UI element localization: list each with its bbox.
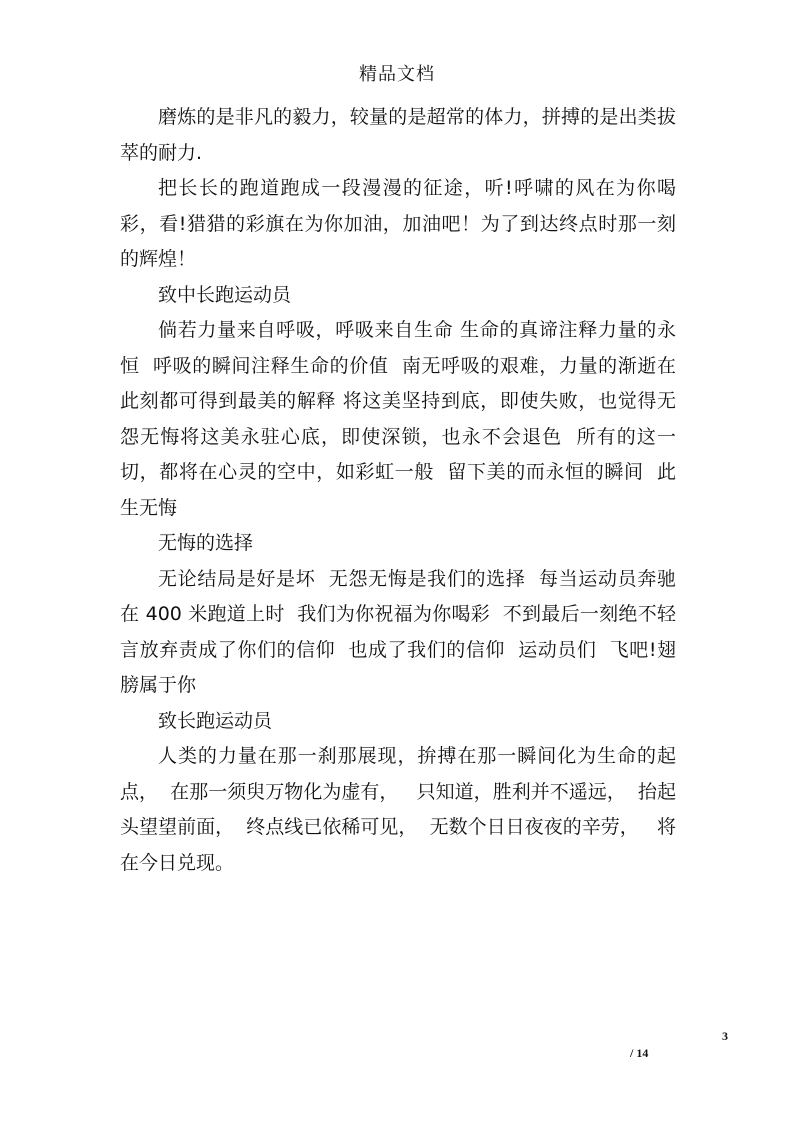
paragraph: 把长长的跑道跑成一段漫漫的征途，听!呼啸的风在为你喝彩，看!猎猎的彩旗在为你加油，加油吧！为了到达终点时那一刻的辉煌！ (120, 177, 676, 270)
section-heading: 无悔的选择 (158, 532, 254, 554)
section-heading: 致长跑运动员 (158, 709, 273, 732)
page-total: / 14 (630, 1046, 649, 1060)
paragraph: 人类的力量在那一刹那展现，拚搏在那一瞬间化为生命的起点， 在那一须臾万物化为虚有， 只知道，胜利并不遥远， 抬起头望望前面， 终点线已依稀可见， 无数个日日夜夜的辛劳， 将在今日兑现。 (120, 745, 676, 874)
paragraph: 磨炼的是非凡的毅力，较量的是超常的体力，拼搏的是出类拔萃的耐力. (120, 106, 676, 164)
paragraph: 无论结局是好是坏 无怨无悔是我们的选择 每当运动员奔驰在 400 米跑道上时 我们为你祝福为你喝彩 不到最后一刻绝不轻言放弃责成了你们的信仰 也成了我们的信仰 运动员们 飞吧!翅膀属于你 (120, 567, 676, 696)
page-number: 3 (722, 1029, 728, 1043)
document-body (120, 100, 676, 881)
paragraph: 倘若力量来自呼吸，呼吸来自生命 生命的真谛注释力量的永恒 呼吸的瞬间注释生命的价值 南无呼吸的艰难，力量的渐逝在此刻都可得到最美的解释 将这美坚持到底，即使失败，也觉得无怨无悔将这美永驻心底，即使深锁，也永不会退色 所有的这一切，都将在心灵的空中，如彩虹一般 留下美的而永恒的瞬间 此生无悔 (120, 319, 676, 519)
section-heading: 致中长跑运动员 (158, 283, 292, 306)
document-header: 精品文档 (359, 64, 435, 85)
